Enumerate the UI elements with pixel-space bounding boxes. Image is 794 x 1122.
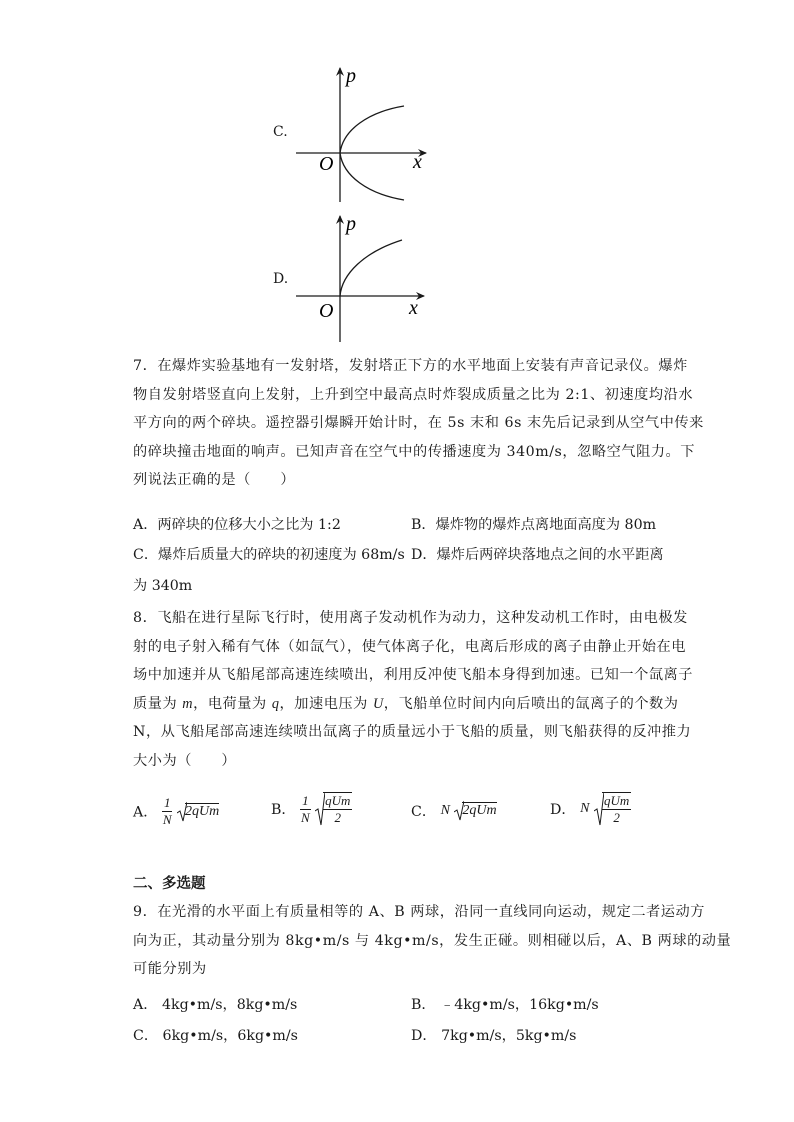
curve-lower — [340, 153, 404, 200]
q8-option-d[interactable]: D． N $\frac{\text{qUm}}{2}$ — [550, 793, 630, 825]
question-7 — [133, 352, 704, 495]
question-9 — [133, 898, 732, 984]
q7-option-a[interactable]: A．两碎块的位移大小之比为 1:2 — [133, 517, 341, 533]
origin-label: O — [319, 300, 334, 322]
q8-line: N，从飞船尾部高速连续喷出氙离子的质量远小于飞船的质量，则飞船获得的反冲推力 — [133, 724, 692, 740]
q9-option-a[interactable]: A． 4kg•m/s，8kg•m/s — [133, 997, 298, 1013]
q8-line: 场中加速并从飞船尾部高速连续喷出，利用反冲使飞船本身得到加速。已知一个氙离子 — [133, 667, 694, 683]
q9-option-d[interactable]: D． 7kg•m/s，5kg•m/s — [411, 1028, 577, 1044]
q8-option-a[interactable]: A． $\frac{1}{N}$ 2qUm — [133, 795, 220, 827]
y-axis-label: p — [346, 213, 356, 235]
q8-line: 8．飞船在进行星际飞行时，使用离子发动机作为动力，这种发动机工作时，由电极发 — [133, 610, 688, 626]
q8-line-mass: 质量为 m，电荷量为 q，加速电压为 U，飞船单位时间内向后喷出的氙离子的个数为 — [133, 695, 679, 712]
q7-line: 列说法正确的是（ ） — [133, 472, 296, 488]
q9-option-c[interactable]: C． 6kg•m/s，6kg•m/s — [133, 1028, 298, 1044]
q7-line: 物自发射塔竖直向上发射，上升到空中最高点时炸裂成质量之比为 2:1、初速度均沿水 — [133, 386, 694, 403]
curve-upper — [340, 106, 404, 153]
x-axis-label: x — [413, 151, 422, 173]
q9-line: 9．在光滑的水平面上有质量相等的 A、B 两球，沿同一直线同向运动，规定二者运动方 — [133, 904, 706, 920]
q7-line: 平方向的两个碎块。遥控器引爆瞬开始计时，在 5s 末和 6s 末先后记录到从空气中传来 — [133, 415, 704, 431]
graph-d — [290, 210, 440, 345]
q7-option-d-cont: 为 340m — [133, 578, 193, 594]
q7-line: 的碎块撞击地面的响声。已知声音在空气中的传播速度为 340m/s，忽略空气阻力。下 — [133, 443, 696, 460]
q7-option-b[interactable]: B．爆炸物的爆炸点离地面高度为 80m — [411, 517, 657, 533]
option-c-label: C. — [273, 124, 288, 140]
q9-line: 可能分别为 — [133, 961, 207, 977]
q8-line: 射的电子射入稀有气体（如氙气），使气体离子化，电离后形成的离子由静止开始在电 — [133, 638, 686, 655]
x-axis-label: x — [409, 297, 418, 319]
y-axis-label: p — [346, 65, 356, 87]
section-title: 二、多选题 — [133, 876, 206, 892]
q7-option-d[interactable]: D．爆炸后两碎块落地点之间的水平距离 — [411, 547, 664, 563]
origin-label: O — [319, 153, 334, 175]
q9-line: 向为正，其动量分别为 8kg•m/s 与 4kg•m/s，发生正碰。则相碰以后，A、B 两球的动量 — [133, 932, 732, 949]
q8-option-c[interactable]: C． N 2qUm — [411, 800, 497, 822]
option-d-label: D. — [273, 271, 289, 287]
q7-option-c[interactable]: C．爆炸后质量大的碎块的初速度为 68m/s — [133, 547, 405, 563]
q9-option-b[interactable]: B． ﹣4kg•m/s，16kg•m/s — [411, 997, 599, 1013]
question-8 — [133, 604, 694, 775]
q8-line: 大小为（ ） — [133, 752, 237, 769]
q8-option-b[interactable]: B． $\frac{1}{N}$ $\frac{\text{qUm}}{2}$ — [271, 792, 351, 825]
q7-line: 7．在爆炸实验基地有一发射塔，发射塔正下方的水平地面上安装有声音记录仪。爆炸 — [133, 358, 688, 374]
curve — [340, 240, 402, 296]
graph-c — [290, 62, 440, 207]
